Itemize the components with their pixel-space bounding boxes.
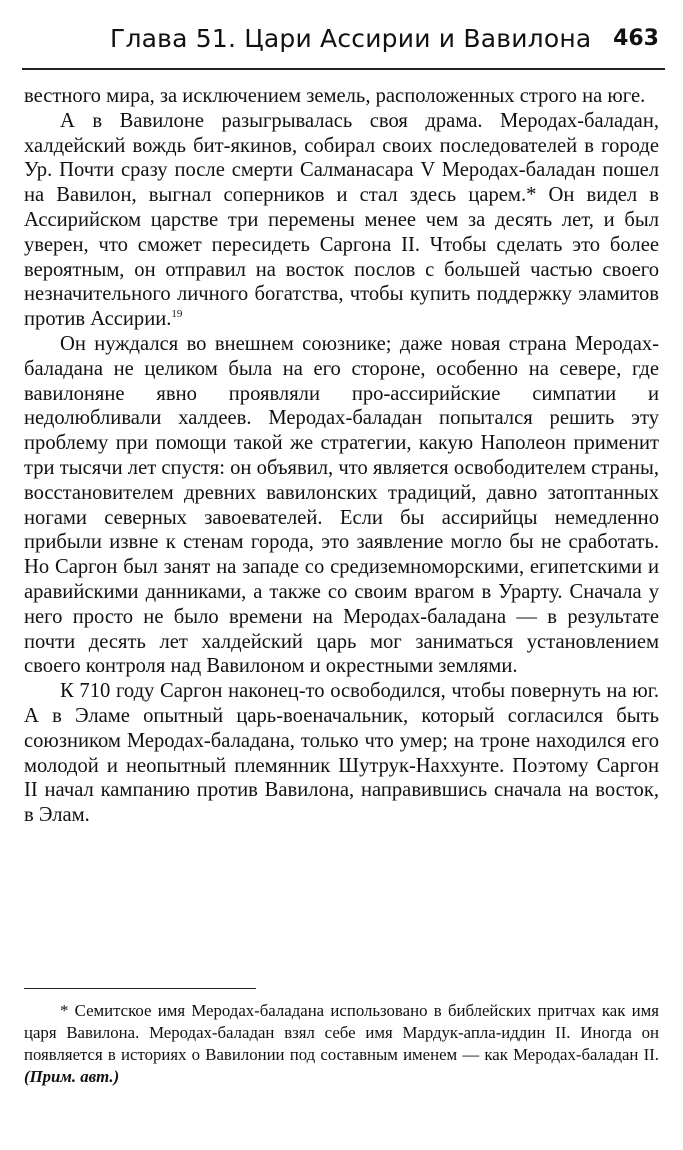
chapter-title: Глава 51. Цари Ассирии и Вавилона (110, 24, 592, 53)
main-text (24, 84, 659, 828)
paragraph-2-text: А в Вавилоне разыгрывалась своя драма. Меродах-баладан, халдейский вождь бит-якинов, собирал своих последователей в городе Ур. Почти сразу после смерти Салманасара V Меродах-баладан пошел на Вавилон, выгнал соперников и стал здесь царем.* Он видел в Ассирийском царстве три перемены менее чем за десять лет, и был уверен, что сможет пересидеть Саргона II. Чтобы сделать это более вероятным, он отправил на восток послов с большей частью своего незначительного личного богатства, чтобы купить поддержку эламитов против Ассирии. (24, 109, 659, 331)
footnote (24, 1000, 659, 1088)
page-number: 463 (613, 26, 659, 51)
paragraph-1: вестного мира, за исключением земель, расположенных строго на юге. (24, 85, 646, 107)
running-header (110, 24, 663, 60)
footnote-text: * Семитское имя Меродах-баладана использовано в библейских притчах как имя царя Вавилона. Меродах-баладан взял себе имя Мардук-апла-иддин II. Иногда он появляется в историях о Вавилонии под составным именем — как Меродах-баладан II. (24, 1001, 659, 1064)
paragraph-4: К 710 году Саргон наконец-то освободился, чтобы повернуть на юг. А в Эламе опытный царь-военачальник, который согласился быть союзником Меродах-баладана, только что умер; на троне находился его молодой и неопытный племянник Шутрук-Наххунте. Поэтому Саргон II начал кампанию против Вавилона, направившись сначала на восток, в Элам. (24, 680, 659, 827)
paragraph-3: Он нуждался во внешнем союзнике; даже новая страна Меродах-баладана не целиком была на его стороне, особенно на севере, где вавилоняне явно проявляли про-ассирийские симпатии и недолюбливали халдеев. Меродах-баладан попытался решить эту проблему при помощи такой же стратегии, какую Наполеон применит три тысячи лет спустя: он объявил, что является освободителем страны, восстановителем древних вавилонских традиций, давно затоптанных ногами северных завоевателей. Если бы ассирийцы немедленно прибыли извне к стенам города, это заявление могло бы не сработать. Но Саргон был занят на западе со средиземноморскими, египетскими и аравийскими данниками, а также со своим врагом в Урарту. Сначала у него просто не было времени на Меродах-баладана — в результате почти десять лет халдейский царь мог заниматься установлением своего контроля над Вавилоном и окрестными землями. (24, 332, 659, 678)
endnote-ref: 19 (171, 308, 183, 321)
footnote-rule (24, 988, 256, 989)
footnote-paragraph (24, 1000, 659, 1088)
paragraph-2 (24, 109, 659, 332)
header-rule (22, 68, 665, 70)
footnote-source: (Прим. авт.) (24, 1067, 120, 1086)
